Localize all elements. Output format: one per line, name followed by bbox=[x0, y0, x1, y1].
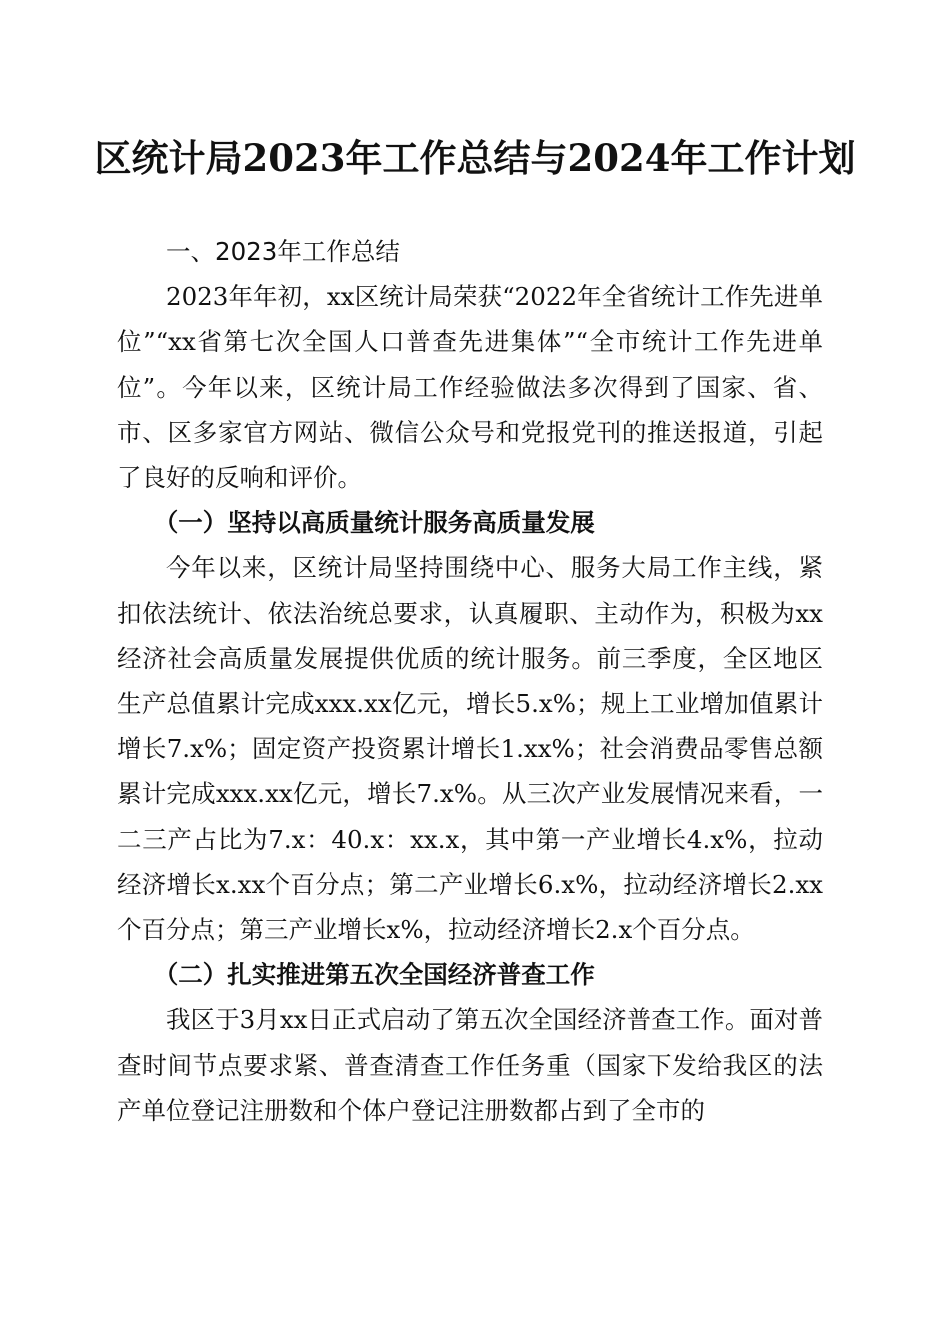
document-title: 区统计局2023年工作总结与2024年工作计划 bbox=[94, 136, 856, 180]
paragraph-census: 我区于3月xx日正式启动了第五次全国经济普查工作。面对普查时间节点要求紧、普查清查工作任务重（国家下发给我区的法产单位登记注册数和个体户登记注册数都占到了全市的 bbox=[117, 1005, 823, 1125]
subsection-heading-1: （一）坚持以高质量统计服务高质量发展 bbox=[153, 508, 595, 538]
paragraph-intro: 2023年年初，xx区统计局荣获“2022年全省统计工作先进单位”“xx省第七次全国人口普查先进集体”“全市统计工作先进单位”。今年以来，区统计局工作经验做法多次得到了国家、省、市、区多家官方网站、微信公众号和党报党刊的推送报道，引起了良好的反响和评价。 bbox=[117, 282, 823, 493]
document-body bbox=[117, 229, 823, 1133]
subsection-heading-2: （二）扎实推进第五次全国经济普查工作 bbox=[153, 960, 595, 990]
paragraph-statistics: 今年以来，区统计局坚持围绕中心、服务大局工作主线，紧扣依法统计、依法治统总要求，认真履职、主动作为，积极为xx经济社会高质量发展提供优质的统计服务。前三季度，全区地区生产总值累计完成xxx.xx亿元，增长5.x%；规上工业增加值累计增长7.x%；固定资产投资累计增长1.xx%；社会消费品零售总额累计完成xxx.xx亿元，增长7.x%。从三次产业发展情况来看，一二三产占比为7.x：40.x：xx.x，其中第一产业增长4.x%，拉动经济增长x.xx个百分点；第二产业增长6.x%，拉动经济增长2.xx个百分点；第三产业增长x%，拉动经济增长2.x个百分点。 bbox=[117, 553, 823, 945]
section-heading: 一、2023年工作总结 bbox=[166, 237, 400, 266]
